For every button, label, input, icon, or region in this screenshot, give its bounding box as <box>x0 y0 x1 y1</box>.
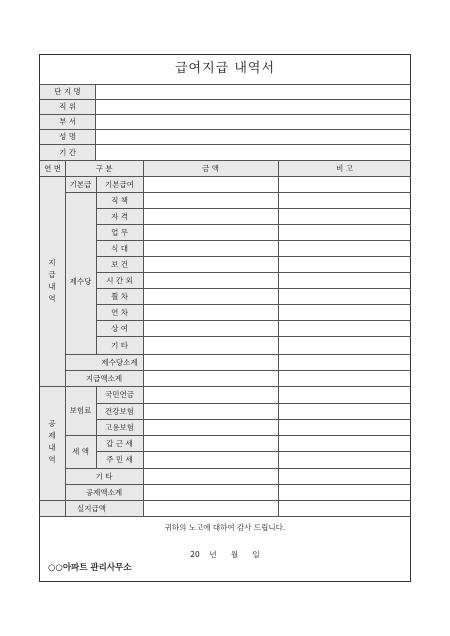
allowance-group-label: 제수당 <box>69 276 92 286</box>
allowance-item: 연 차 <box>111 307 128 317</box>
deduct-section-label: 공 제 내 역 <box>48 419 56 464</box>
basic-item-label: 기본급여 <box>105 179 134 189</box>
info-label-department: 부 서 <box>59 117 76 126</box>
header-category: 구 분 <box>95 163 113 173</box>
insurance-item: 고용보험 <box>105 422 134 432</box>
allowance-item: 시 간 외 <box>106 275 133 285</box>
deduct-other-label: 기 타 <box>95 471 113 481</box>
title-box <box>39 54 411 84</box>
basic-group-label: 기본급 <box>69 179 92 189</box>
insurance-item: 건강보험 <box>105 406 134 416</box>
organization-name: ○○아파트 관리사무소 <box>48 563 132 573</box>
info-label-name: 성 명 <box>59 132 76 141</box>
insurance-group-label: 보험료 <box>69 406 92 415</box>
allowance-item: 상 여 <box>111 323 128 333</box>
allowance-subtotal-label: 제수당소계 <box>101 357 138 367</box>
allowance-item: 직 책 <box>111 195 128 205</box>
form-title: 급여지급 내역서 <box>174 61 276 76</box>
allowance-item: 휠 차 <box>111 291 128 301</box>
header-amount: 금 액 <box>202 163 219 173</box>
allowance-item: 식 대 <box>111 243 128 253</box>
tax-group-label: 세 액 <box>72 447 89 456</box>
tax-item: 주 민 세 <box>106 455 133 464</box>
info-label-position: 직 위 <box>59 102 76 111</box>
allowance-item: 업 무 <box>111 227 128 237</box>
allowance-item: 보 건 <box>111 259 128 269</box>
net-pay-label: 실지급액 <box>77 503 106 513</box>
pay-subtotal-label: 지급액소계 <box>85 373 123 383</box>
insurance-item: 국민연금 <box>105 390 134 399</box>
allowance-item: 기 타 <box>111 340 128 350</box>
pay-section-label: 지 급 내 역 <box>48 258 56 303</box>
tax-item: 갑 근 세 <box>106 438 133 448</box>
allowance-item: 자 격 <box>111 211 128 221</box>
thanks-message: 귀하의 노고에 대하여 감사 드립니다. <box>164 523 286 532</box>
info-label-complex: 단 지 명 <box>54 87 81 96</box>
deduct-subtotal-label: 공제액소계 <box>85 487 123 497</box>
date-line: 20 년 월 일 <box>190 550 260 559</box>
info-label-period: 기 간 <box>59 147 76 157</box>
header-note: 비 고 <box>336 163 353 173</box>
header-no: 연 번 <box>44 163 61 173</box>
